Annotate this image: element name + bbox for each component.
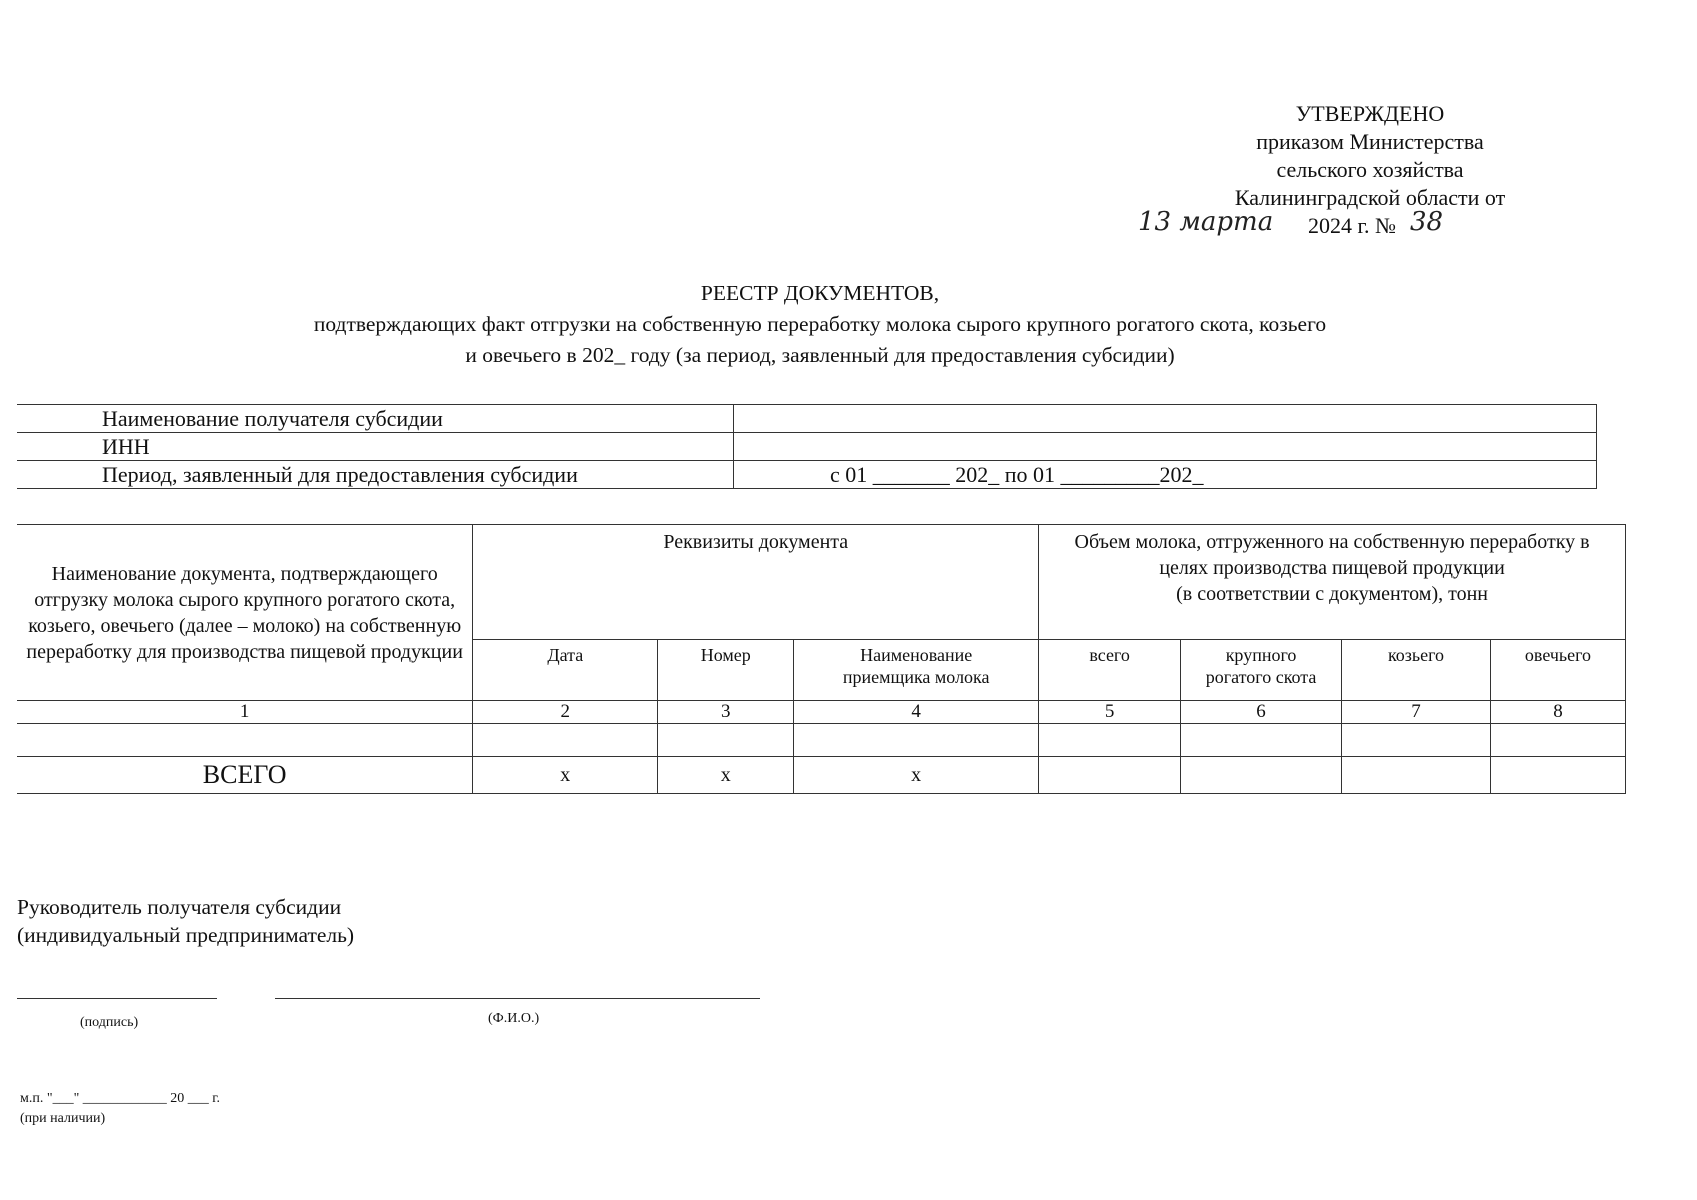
column-number: 3 xyxy=(658,701,794,724)
column-number: 1 xyxy=(17,701,473,724)
col-sheep-header: овечьего xyxy=(1490,640,1625,701)
document-title xyxy=(180,278,1460,371)
col-requisites-header: Реквизиты документа xyxy=(473,525,1039,640)
cell-receiver[interactable] xyxy=(794,724,1039,757)
col-document-name-header: Наименование документа, подтверждающего отгрузку молока сырого крупного рогатого скота, козьего, овечьего (далее – молоко) на собственную переработку для производства пищевой продукции xyxy=(17,525,473,701)
period-value: с 01 _______ 202_ по 01 _________202_ xyxy=(830,462,1204,487)
recipient-name-field[interactable] xyxy=(734,405,1597,433)
stamp-date-line: м.п. "___" ____________ 20 ___ г. xyxy=(20,1091,220,1106)
inn-field[interactable] xyxy=(734,433,1597,461)
cell-date[interactable] xyxy=(473,724,658,757)
approval-title: УТВЕРЖДЕНО xyxy=(1295,101,1445,126)
volume-header-note: (в соответствии с документом), тонн xyxy=(1176,583,1488,605)
fio-caption: (Ф.И.О.) xyxy=(488,1011,540,1026)
total-sum-cell[interactable] xyxy=(1039,757,1181,794)
approval-block xyxy=(1138,100,1560,242)
registry-table xyxy=(17,524,1626,794)
column-number: 5 xyxy=(1039,701,1181,724)
volume-header-text: Объем молока, отгруженного на собственную переработку в целях производства пищевой продукции xyxy=(1074,531,1590,579)
approval-date-line xyxy=(1138,207,1560,242)
col-volume-header xyxy=(1039,525,1626,640)
total-row xyxy=(17,757,1626,794)
total-receiver-x: х xyxy=(794,757,1039,794)
period-row xyxy=(17,461,1597,489)
period-label: Период, заявленный для предоставления субсидии xyxy=(17,461,734,489)
cell-sheep[interactable] xyxy=(1490,724,1625,757)
cell-number[interactable] xyxy=(658,724,794,757)
column-number: 4 xyxy=(794,701,1039,724)
head-label: Руководитель получателя субсидии xyxy=(17,895,342,919)
col-date-header: Дата xyxy=(473,640,658,701)
total-goat-cell[interactable] xyxy=(1342,757,1491,794)
col-number-header: Номер xyxy=(658,640,794,701)
approval-ministry-line: сельского хозяйства xyxy=(1276,157,1464,182)
handwritten-number: 38 xyxy=(1410,207,1444,237)
title-line-1: РЕЕСТР ДОКУМЕНТОВ, xyxy=(700,281,940,305)
cell-total[interactable] xyxy=(1039,724,1181,757)
stamp-note: (при наличии) xyxy=(20,1111,106,1126)
column-number: 8 xyxy=(1490,701,1625,724)
cell-goat[interactable] xyxy=(1342,724,1491,757)
col-cattle-header: крупного рогатого скота xyxy=(1181,640,1342,701)
col-total-header: всего xyxy=(1039,640,1181,701)
signature-block xyxy=(17,893,354,949)
col-receiver-header: Наименование приемщика молока xyxy=(794,640,1039,701)
inn-row xyxy=(17,433,1597,461)
col-goat-header: козьего xyxy=(1342,640,1491,701)
cell-cattle[interactable] xyxy=(1181,724,1342,757)
total-date-x: х xyxy=(473,757,658,794)
entrepreneur-label: (индивидуальный предприниматель) xyxy=(17,923,355,947)
inn-label: ИНН xyxy=(17,433,734,461)
title-line-2: подтверждающих факт отгрузки на собственную переработку молока сырого крупного рогатого скота, козьего xyxy=(313,312,1327,336)
recipient-name-row xyxy=(17,405,1597,433)
approval-order-line: приказом Министерства xyxy=(1256,129,1484,154)
column-number: 7 xyxy=(1342,701,1491,724)
title-line-3: и овечьего в 202_ году (за период, заявленный для предоставления субсидии) xyxy=(465,343,1175,367)
column-number-row xyxy=(17,701,1626,724)
total-number-x: х xyxy=(658,757,794,794)
approval-region-line: Калининградской области от xyxy=(1234,185,1506,210)
cell-document-name[interactable] xyxy=(17,724,473,757)
fio-line[interactable] xyxy=(275,998,760,999)
recipient-name-label: Наименование получателя субсидии xyxy=(17,405,734,433)
total-cattle-cell[interactable] xyxy=(1181,757,1342,794)
data-row xyxy=(17,724,1626,757)
signature-line[interactable] xyxy=(17,998,217,999)
total-sheep-cell[interactable] xyxy=(1490,757,1625,794)
total-label: ВСЕГО xyxy=(17,757,473,794)
handwritten-date: 13 марта xyxy=(1138,207,1274,237)
column-number: 6 xyxy=(1181,701,1342,724)
header-row-1 xyxy=(17,525,1626,640)
approval-year: 2024 г. № xyxy=(1308,213,1397,238)
recipient-table xyxy=(17,404,1597,489)
column-number: 2 xyxy=(473,701,658,724)
signature-caption: (подпись) xyxy=(80,1015,139,1030)
period-field[interactable] xyxy=(734,461,1597,489)
